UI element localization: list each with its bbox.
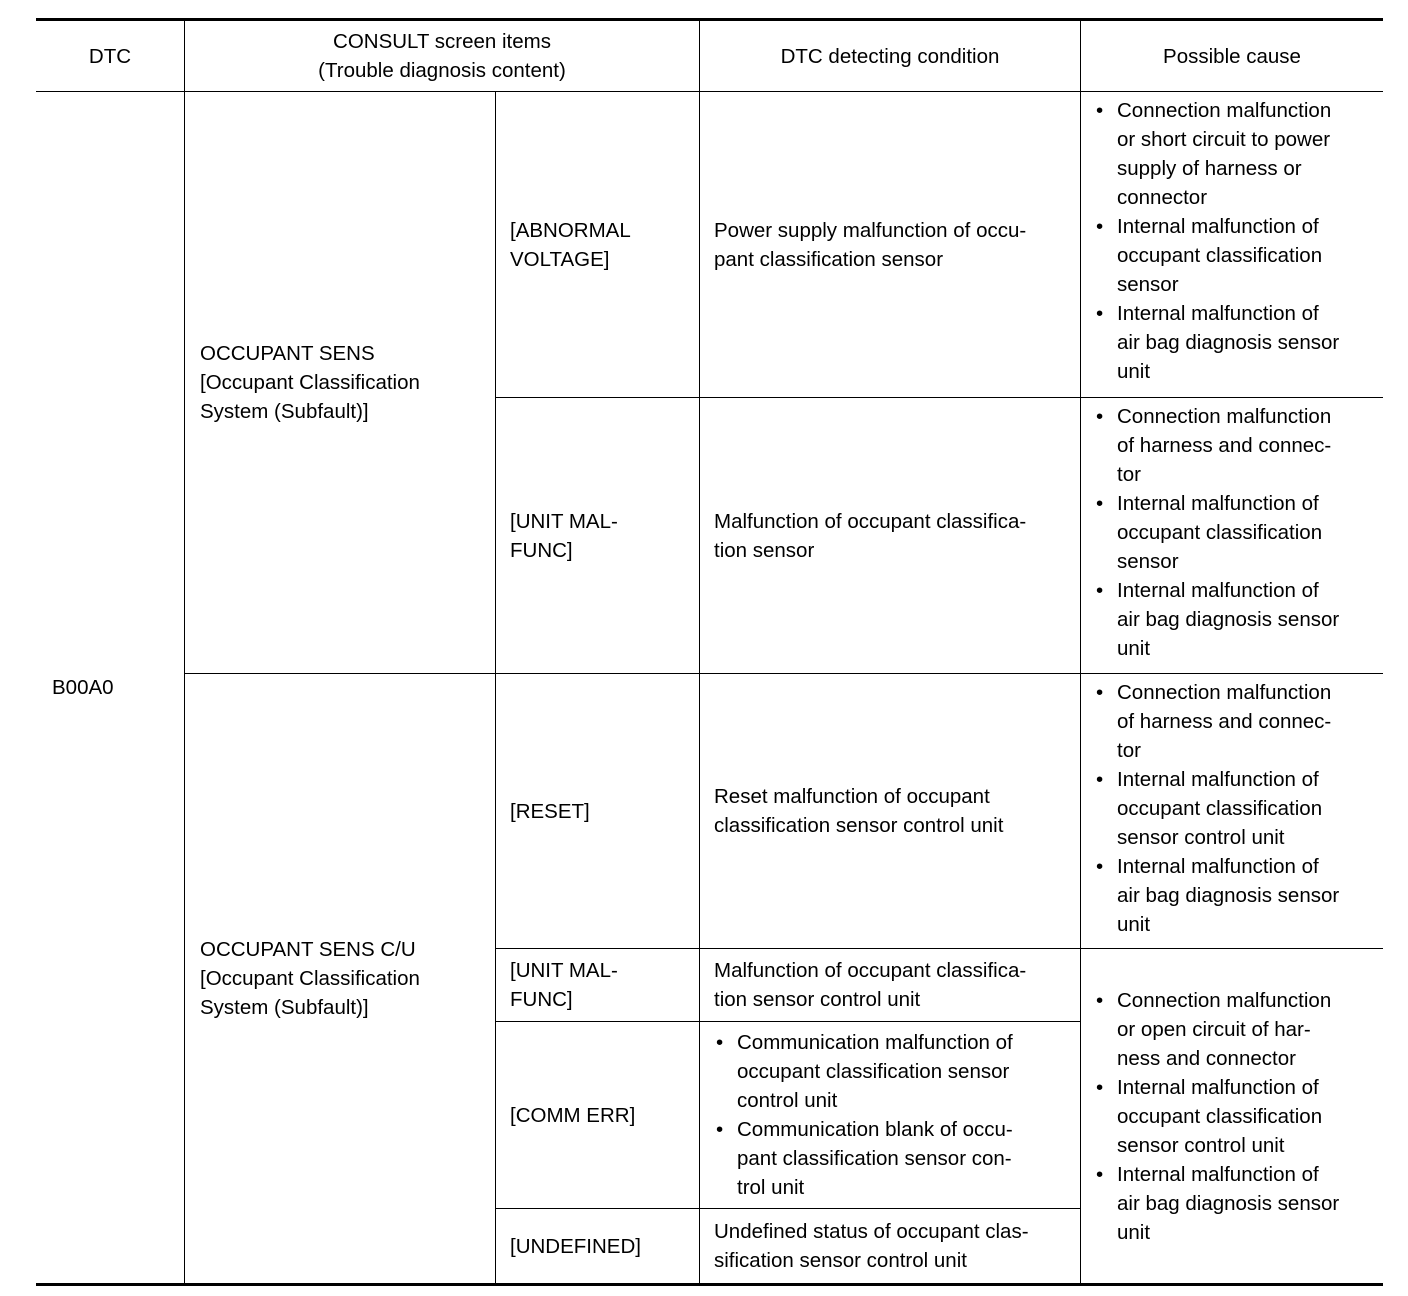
- condition-line: Undefined status of occupant clas-: [714, 1220, 1029, 1243]
- cause-item: [1094, 1160, 1383, 1247]
- cause-line: unit: [1117, 360, 1151, 383]
- dtc-code: B00A0: [52, 676, 114, 699]
- cause-line: unit: [1117, 1220, 1151, 1244]
- header-dtc-label: DTC: [88, 44, 132, 68]
- condition-cell: [714, 92, 1078, 397]
- content-line: [COMM ERR]: [510, 1103, 636, 1127]
- table-bottom-rule: [36, 1283, 1383, 1286]
- cause-line: ness and connector: [1117, 1046, 1296, 1070]
- header-consult-line2: (Trouble diagnosis content): [318, 59, 566, 82]
- cause-item: [1094, 299, 1383, 386]
- condition-cell: [714, 1209, 1078, 1283]
- cause-line: supply of harness or: [1117, 157, 1302, 180]
- cause-item: [1094, 402, 1383, 489]
- header-condition-label: DTC detecting condition: [780, 44, 1000, 68]
- condition-cell: [714, 949, 1078, 1021]
- group-item-line: System (Subfault)]: [200, 996, 369, 1019]
- cause-line: • Internal malfunction of: [1117, 302, 1319, 325]
- content-cell: [510, 1209, 696, 1283]
- condition-line: tion sensor control unit: [714, 988, 921, 1011]
- group-item-line: [Occupant Classification: [200, 371, 420, 394]
- group-item-line: [Occupant Classification: [200, 967, 420, 990]
- condition-line: tion sensor: [714, 538, 815, 562]
- condition-line: trol unit: [737, 1176, 805, 1199]
- cause-line: sensor: [1117, 550, 1179, 573]
- cause-line: • Connection malfunction: [1117, 405, 1332, 428]
- cause-line: • Connection malfunction: [1117, 681, 1332, 704]
- cause-line: sensor: [1117, 273, 1179, 296]
- cause-line: air bag diagnosis sensor: [1117, 331, 1340, 354]
- cause-item: [1094, 212, 1383, 299]
- cause-item: [1094, 576, 1383, 663]
- header-cause-label: Possible cause: [1163, 44, 1301, 68]
- header-cause: [1081, 21, 1383, 91]
- group-item: [200, 92, 492, 673]
- cause-line: • Connection malfunction: [1117, 99, 1332, 122]
- condition-line: sification sensor control unit: [714, 1249, 967, 1272]
- cause-item: [1094, 678, 1383, 765]
- cause-line: unit: [1117, 913, 1151, 936]
- condition-line: occupant classification sensor: [737, 1060, 1010, 1083]
- cause-item: [1094, 489, 1383, 576]
- cause-line: unit: [1117, 637, 1151, 660]
- cause-item: [1094, 852, 1383, 939]
- content-line: [RESET]: [510, 799, 590, 823]
- content-line: VOLTAGE]: [510, 247, 610, 271]
- column-divider: [699, 21, 700, 1283]
- condition-line: Malfunction of occupant classifica-: [714, 959, 1027, 982]
- cause-line: tor: [1117, 463, 1141, 486]
- condition-line: control unit: [737, 1089, 838, 1112]
- content-cell: [510, 674, 696, 948]
- cause-line: or short circuit to power: [1117, 128, 1331, 151]
- condition-line: Malfunction of occupant classifica-: [714, 509, 1027, 533]
- cause-line: connector: [1117, 186, 1208, 209]
- dtc-table: [36, 18, 1383, 1286]
- content-cell: [510, 949, 696, 1021]
- condition-line: • Communication blank of occu-: [737, 1118, 1013, 1141]
- condition-line: • Communication malfunction of: [737, 1031, 1013, 1054]
- cause-line: • Connection malfunction: [1117, 988, 1332, 1012]
- cause-line: occupant classification: [1117, 797, 1323, 820]
- condition-cell: [714, 1022, 1078, 1208]
- cause-line: air bag diagnosis sensor: [1117, 608, 1340, 631]
- cause-cell: [1094, 96, 1383, 396]
- cause-line: • Internal malfunction of: [1117, 1162, 1319, 1186]
- column-divider: [495, 91, 496, 1283]
- condition-line: Power supply malfunction of occu-: [714, 218, 1027, 242]
- cause-line: • Internal malfunction of: [1117, 768, 1319, 791]
- cause-line: • Internal malfunction of: [1117, 215, 1319, 238]
- cause-cell: [1094, 402, 1383, 672]
- cause-cell-shared: [1094, 949, 1383, 1283]
- cause-item: [1094, 765, 1383, 852]
- cause-line: or open circuit of har-: [1117, 1017, 1311, 1041]
- condition-line: Reset malfunction of occupant: [714, 785, 990, 808]
- group-item-line: System (Subfault)]: [200, 400, 369, 423]
- condition-line: pant classification sensor: [714, 247, 944, 271]
- cause-line: sensor control unit: [1117, 1133, 1285, 1157]
- condition-line: classification sensor control unit: [714, 814, 1004, 837]
- cause-line: • Internal malfunction of: [1117, 1075, 1319, 1099]
- condition-cell: [714, 674, 1078, 948]
- cause-line: of harness and connec-: [1117, 434, 1332, 457]
- content-line: FUNC]: [510, 988, 573, 1011]
- group-item-line: OCCUPANT SENS: [200, 342, 375, 365]
- condition-item: [714, 1115, 1078, 1202]
- dtc-code-cell: [52, 92, 182, 1283]
- content-line: [ABNORMAL: [510, 218, 631, 242]
- header-dtc: [36, 21, 184, 91]
- cause-line: occupant classification: [1117, 244, 1323, 267]
- cause-line: • Internal malfunction of: [1117, 579, 1319, 602]
- header-consult-line1: CONSULT screen items: [333, 30, 551, 53]
- cause-item: [1094, 96, 1383, 212]
- column-divider: [1080, 21, 1081, 1283]
- content-cell: [510, 1022, 696, 1208]
- condition-item: [714, 1028, 1078, 1115]
- cause-item: [1094, 1073, 1383, 1160]
- cause-line: occupant classification: [1117, 521, 1323, 544]
- cause-line: occupant classification: [1117, 1104, 1323, 1128]
- cause-cell: [1094, 678, 1383, 948]
- content-line: FUNC]: [510, 538, 573, 562]
- content-cell: [510, 398, 696, 673]
- content-line: [UNIT MAL-: [510, 509, 618, 533]
- cause-line: air bag diagnosis sensor: [1117, 1191, 1340, 1215]
- content-line: [UNDEFINED]: [510, 1234, 641, 1258]
- cause-line: of harness and connec-: [1117, 710, 1332, 733]
- condition-cell: [714, 398, 1078, 673]
- condition-line: pant classification sensor con-: [737, 1147, 1012, 1170]
- group-item: [200, 674, 492, 1283]
- cause-line: • Internal malfunction of: [1117, 855, 1319, 878]
- cause-item: [1094, 986, 1383, 1073]
- cause-line: air bag diagnosis sensor: [1117, 884, 1340, 907]
- content-cell: [510, 92, 696, 397]
- cause-line: tor: [1117, 739, 1141, 762]
- group-item-line: OCCUPANT SENS C/U: [200, 938, 416, 961]
- content-line: [UNIT MAL-: [510, 959, 618, 982]
- header-condition: [700, 21, 1080, 91]
- column-divider: [184, 21, 185, 1283]
- cause-line: • Internal malfunction of: [1117, 492, 1319, 515]
- cause-line: sensor control unit: [1117, 826, 1285, 849]
- header-consult: [185, 21, 699, 91]
